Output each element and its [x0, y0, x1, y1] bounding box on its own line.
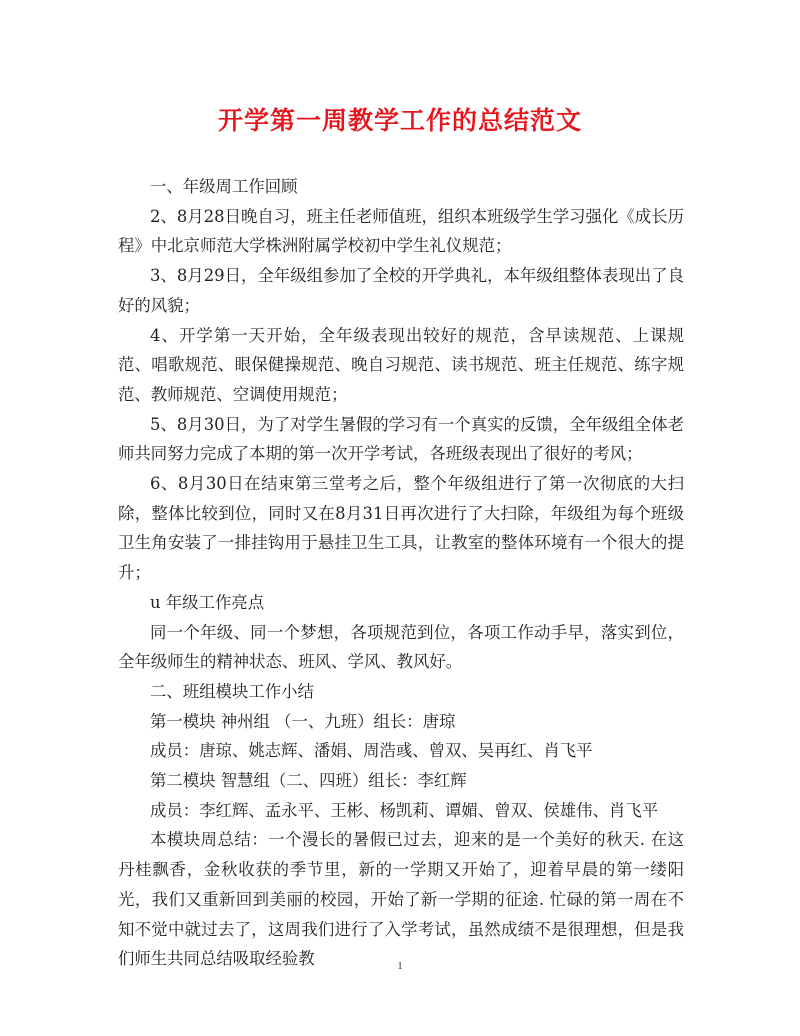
paragraph: u 年级工作亮点 — [150, 592, 265, 612]
paragraph: 本模块周总结：一个漫长的暑假已过去，迎来的是一个美好的秋天. 在这丹桂飘香，金秋收获的季节里，新的一学期又开始了，迎着早晨的第一缕阳光，我们又重新回到美丽的校园，开始了新一学期的征途. 忙碌的第一周在不知不觉中就过去了，这周我们进行了入学考试，虽然成绩不是很理想，但是我们师生共同总结吸取经验教 — [118, 830, 684, 969]
paragraph: 2、8月28日晚自习，班主任老师值班，组织本班级学生学习强化《成长历程》中北京师范大学株洲附属学校初中学生礼仪规范； — [118, 206, 684, 256]
paragraph: 3、8月29日，全年级组参加了全校的开学典礼，本年级组整体表现出了良好的风貌； — [118, 266, 684, 315]
paragraph: 第二模块 智慧组（二、四班）组长：李红辉 — [150, 771, 467, 791]
paragraph: 4、开学第一天开始，全年级表现出较好的规范，含早读规范、上课规范、唱歌规范、眼保健操规范、晚自习规范、读书规范、班主任规范、练字规范、教师规范、空调使用规范； — [118, 325, 684, 404]
page-number: 1 — [397, 960, 403, 972]
paragraph: 6、8月30日在结束第三堂考之后，整个年级组进行了第一次彻底的大扫除，整体比较到位，同时又在8月31日再次进行了大扫除，年级组为每个班级卫生角安装了一排挂钩用于悬挂卫生工具，让教室的整体环境有一个很大的提升； — [118, 474, 684, 583]
document-title: 开学第一周教学工作的总结范文 — [217, 106, 582, 135]
document-body — [118, 172, 684, 974]
paragraph: 一、年级周工作回顾 — [150, 177, 298, 196]
paragraph: 二、班组模块工作小结 — [150, 681, 314, 701]
paragraph: 第一模块 神州组 （一、九班）组长：唐琼 — [150, 711, 456, 731]
paragraph: 成员：李红辉、孟永平、王彬、杨凯莉、谭媚、曾双、侯雄伟、肖飞平 — [150, 800, 659, 820]
paragraph: 成员：唐琼、姚志辉、潘娟、周浩彧、曾双、吴再红、肖飞平 — [150, 741, 593, 761]
paragraph: 同一个年级、同一个梦想，各项规范到位，各项工作动手早，落实到位，全年级师生的精神状态、班风、学风、教风好。 — [118, 622, 684, 672]
paragraph: 5、8月30日，为了对学生暑假的学习有一个真实的反馈，全年级组全体老师共同努力完成了本期的第一次开学考试，各班级表现出了很好的考风； — [118, 414, 684, 464]
